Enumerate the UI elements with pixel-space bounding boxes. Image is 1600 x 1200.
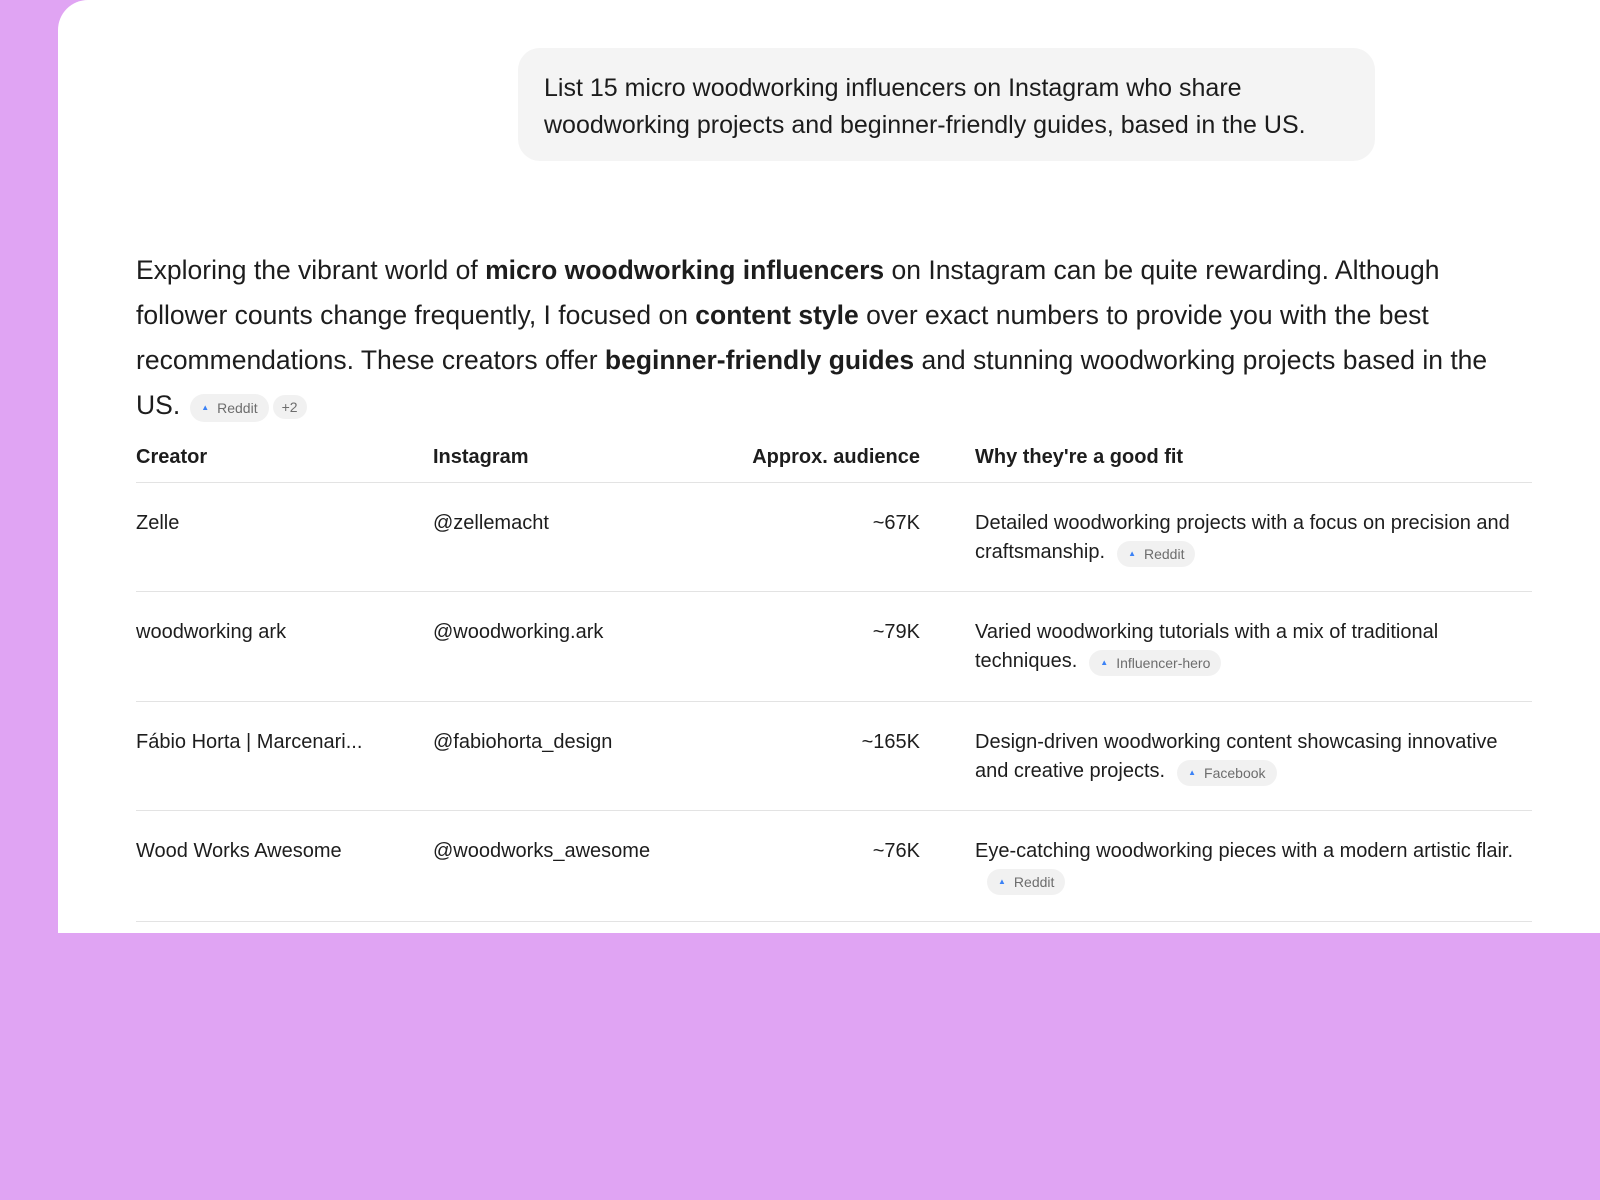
source-chip-label: Reddit: [217, 400, 258, 416]
fit-cell: [920, 701, 1532, 810]
source-icon: ▲: [1188, 767, 1197, 777]
answer-intro: [136, 248, 1536, 428]
source-chip[interactable]: [1089, 650, 1221, 676]
source-icon: ▲: [1128, 548, 1136, 558]
fit-text: Detailed woodworking projects with a focus on precision and craftsmanship.: [975, 511, 1510, 563]
fit-cell: [920, 482, 1532, 591]
table-row: [136, 810, 1532, 921]
influencer-table: [136, 434, 1532, 922]
intro-bold-2: content style: [695, 300, 859, 330]
intro-bold-1: micro woodworking influencers: [485, 255, 885, 285]
source-chip[interactable]: [1117, 541, 1195, 567]
creator-cell: Wood Works Awesome: [136, 810, 433, 921]
source-icon: ▲: [1100, 657, 1109, 667]
creator-cell: woodworking ark: [136, 591, 433, 701]
table-row: [136, 701, 1532, 810]
header-creator: Creator: [136, 434, 433, 482]
instagram-cell: @woodworking.ark: [433, 591, 678, 701]
intro-text-3: over exact numbers to provide you with the best recommendations. These creators offer: [136, 300, 1429, 375]
source-chip[interactable]: [1177, 760, 1276, 786]
audience-cell: ~165K: [678, 701, 920, 810]
fit-text: Eye-catching woodworking pieces with a modern artistic flair.: [975, 839, 1514, 862]
table-header-row: [136, 434, 1532, 482]
source-chip-label: Influencer-hero: [1116, 654, 1211, 671]
user-prompt-text: List 15 micro woodworking influencers on Instagram who share woodworking projects and beginner-friendly guides, based in the US.: [544, 74, 1306, 139]
fit-cell: [920, 810, 1532, 921]
source-chip-label: Reddit: [1013, 873, 1055, 890]
intro-text-1: Exploring the vibrant world of: [136, 255, 486, 285]
table-row: [136, 591, 1532, 701]
source-icon: ▲: [201, 403, 210, 412]
intro-text-2: on Instagram can be quite rewarding. Although follower counts change frequently, I focused on: [136, 255, 1440, 330]
more-sources-count: +2: [281, 399, 298, 415]
source-chip-label: Facebook: [1204, 764, 1266, 781]
intro-text-4: and stunning woodworking projects based in the US.: [136, 345, 1488, 420]
header-fit: Why they're a good fit: [920, 434, 1532, 482]
fit-text: Design-driven woodworking content showcasing innovative and creative projects.: [975, 730, 1498, 782]
fit-text: Varied woodworking tutorials with a mix of traditional techniques.: [975, 620, 1439, 672]
source-icon: ▲: [998, 876, 1006, 886]
source-chip[interactable]: [987, 869, 1065, 895]
creator-cell: Zelle: [136, 482, 433, 591]
table-row: [136, 482, 1532, 591]
more-sources-chip[interactable]: [273, 395, 307, 419]
audience-cell: ~67K: [678, 482, 920, 591]
instagram-cell: @fabiohorta_design: [433, 701, 678, 810]
source-chip-label: Reddit: [1143, 545, 1185, 562]
header-instagram: Instagram: [433, 434, 678, 482]
instagram-cell: @woodworks_awesome: [433, 810, 678, 921]
user-prompt-bubble: [518, 48, 1375, 161]
header-audience: Approx. audience: [678, 434, 920, 482]
fit-cell: [920, 591, 1532, 701]
audience-cell: ~79K: [678, 591, 920, 701]
source-chip[interactable]: [190, 394, 268, 422]
intro-bold-3: beginner-friendly guides: [604, 345, 915, 375]
instagram-cell: @zellemacht: [433, 482, 678, 591]
creator-cell: Fábio Horta | Marcenari...: [136, 701, 433, 810]
chat-panel: [58, 0, 1600, 933]
audience-cell: ~76K: [678, 810, 920, 921]
